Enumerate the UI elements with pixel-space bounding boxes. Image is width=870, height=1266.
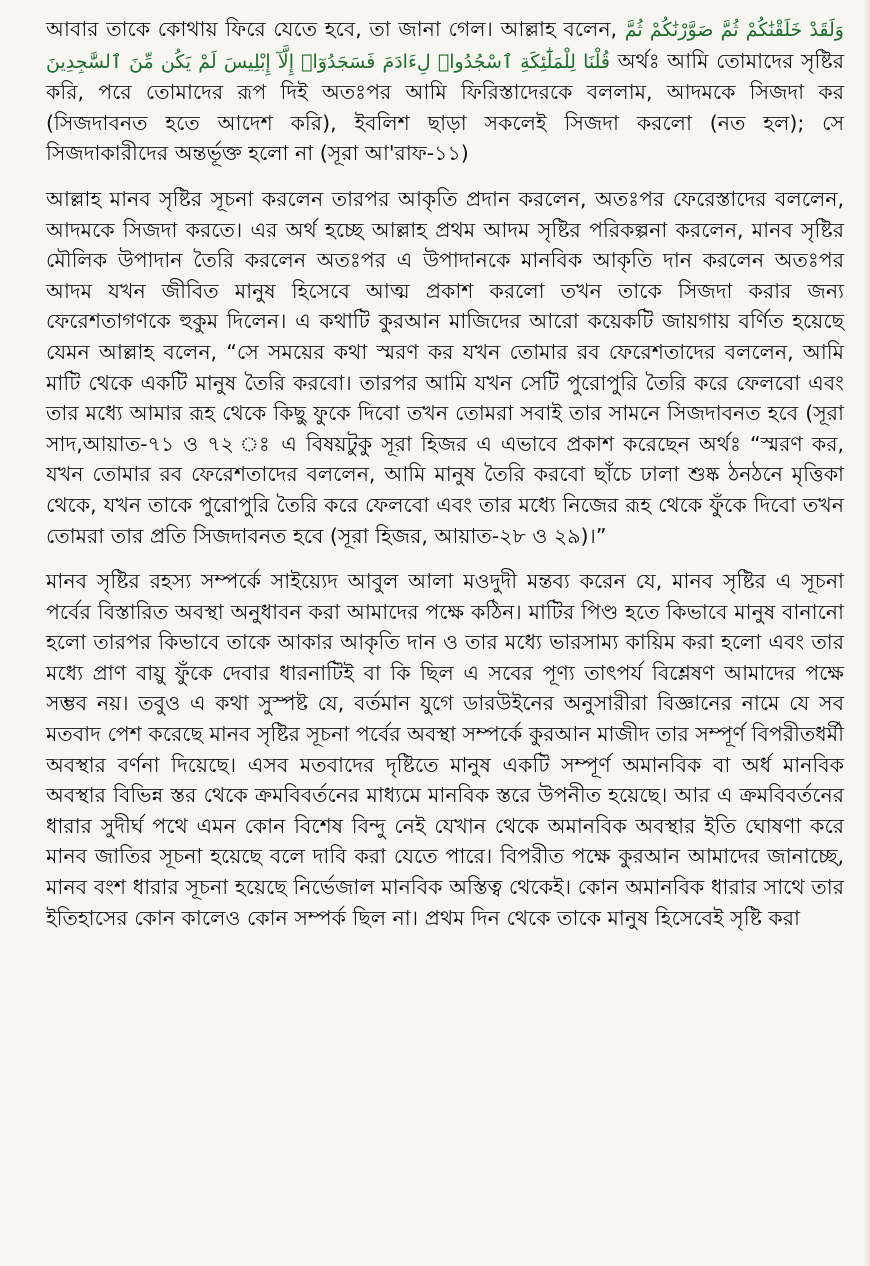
page-edge-shadow	[864, 0, 870, 1266]
paragraph-1-text: অর্থঃ আমি তোমাদের সৃষ্টির করি, পরে তোমাদের রূপ দিই অতঃপর আমি ফিরিস্তাদেরকে বললাম, আদমকে সিজদা কর (সিজদাবনত হতে আদেশ করি), ইবলিশ ছাড়া সকলেই সিজদা করলো (নত হল); সে সিজদাকারীদের অন্তর্ভূক্ত হলো না (সূরা আ'রাফ-১১)	[46, 48, 844, 166]
paragraph-1	[46, 14, 844, 169]
paragraph-1-intro: আবার তাকে কোথায় ফিরে যেতে হবে, তা জানা গেল। আল্লাহ বলেন,	[46, 17, 618, 41]
paragraph-2: আল্লাহ মানব সৃষ্টির সূচনা করলেন তারপর আকৃতি প্রদান করলেন, অতঃপর ফেরেস্তাদের বললেন, আদমকে সিজদা করতে। এর অর্থ হচ্ছে আল্লাহ প্রথম আদম সৃষ্টির পরিকল্পনা করলেন, মানব সৃষ্টির মৌলিক উপাদান তৈরি করলেন অতঃপর এ উপাদানকে মানবিক আকৃতি দান করলেন অতঃপর আদম যখন জীবিত মানুষ হিসেবে আত্ম প্রকাশ করলো তখন তাকে সিজদা করার জন্য ফেরেশতাগণকে হুকুম দিলেন। এ কথাটি কুরআন মাজিদের আরো কয়েকটি জায়গায় বর্ণিত হয়েছে যেমন আল্লাহ বলেন, “সে সময়ের কথা স্মরণ কর যখন তোমার রব ফেরেশতাদের বললেন, আমি মাটি থেকে একটি মানুষ তৈরি করবো। তারপর আমি যখন সেটি পুরোপুরি তৈরি করে ফেলবো এবং তার মধ্যে আমার রূহ থেকে কিছু ফুকে দিবো তখন তোমরা সবাই তার সামনে সিজদাবনত হবে (সূরা সাদ,আয়াত-৭১ ও ৭২ ঃ এ বিষয়টুকু সূরা হিজর এ এভাবে প্রকাশ করেছেন অর্থঃ “স্মরণ কর, যখন তোমার রব ফেরেশতাদের বললেন, আমি মানুষ তৈরি করবো ছাঁচে ঢালা শুষ্ক ঠনঠনে মৃত্তিকা থেকে, যখন তাকে পুরোপুরি তৈরি করে ফেলবো এবং তার মধ্যে নিজের রূহ থেকে ফুঁকে দিবো তখন তোমরা তার প্রতি সিজদাবনত হবে (সূরা হিজর, আয়াত-২৮ ও ২৯)।”	[46, 186, 844, 548]
quran-verse-arabic: وَلَقَدْ خَلَقْنَٰكُمْ ثُمَّ صَوَّرْنَٰكُمْ ثُمَّ قُلْنَا لِلْمَلَٰٓئِكَةِ ٱسْجُدُوا۟ لِءَادَمَ فَسَجَدُوٓا۟ إِلَّآ إِبْلِيسَ لَمْ يَكُن مِّنَ ٱلسَّٰجِدِينَ	[46, 19, 844, 73]
paragraph-3: মানব সৃষ্টির রহস্য সম্পর্কে সাইয়্যেদ আবুল আলা মওদুদী মন্তব্য করেন যে, মানব সৃষ্টির এ সূচনা পর্বের বিস্তারিত অবস্থা অনুধাবন করা আমাদের পক্ষে কঠিন। মাটির পিণ্ড হতে কিভাবে মানুষ বানানো হলো তারপর কিভাবে তাকে আকার আকৃতি দান ও তার মধ্যে ভারসাম্য কায়িম করা হলো এবং তার মধ্যে প্রাণ বায়ু ফুঁকে দেবার ধারনাটিই বা কি ছিল এ সবের পূণ্য তাৎপর্য বিশ্লেষণ আমাদের পক্ষে সম্ভব নয়। তবুও এ কথা সুস্পষ্ট যে, বর্তমান যুগে ডারউইনের অনুসারীরা বিজ্ঞানের নামে যে সব মতবাদ পেশ করেছে মানব সৃষ্টির সূচনা পর্বের অবস্থা সম্পর্কে কুরআন মাজীদ তার সম্পূর্ণ বিপরীতধর্মী অবস্থার বর্ণনা দিয়েছে। এসব মতবাদের দৃষ্টিতে মানুষ একটি সম্পূর্ণ অমানবিক বা অর্ধ মানবিক অবস্থার বিভিন্ন স্তর থেকে ক্রমবিবর্তনের মাধ্যমে মানবিক স্তরে উপনীত হয়েছে। আর এ ক্রমবিবর্তনের ধারার সুদীর্ঘ পথে এমন কোন বিশেষ বিন্দু নেই যেখান থেকে অমানবিক অবস্থার ইতি ঘোষণা করে মানব জাতির সূচনা হয়েছে বলে দাবি করা যেতে পারে। বিপরীত পক্ষে কুরআন আমাদের জানাচ্ছে, মানব বংশ ধারার সূচনা হয়েছে নির্ভেজাল মানবিক অস্তিত্ব থেকেই। কোন অমানবিক ধারার সাথে তার ইতিহাসের কোন কালেও কোন সম্পর্ক ছিল না। প্রথম দিন থেকে তাকে মানুষ হিসেবেই সৃষ্টি করা	[46, 569, 844, 930]
